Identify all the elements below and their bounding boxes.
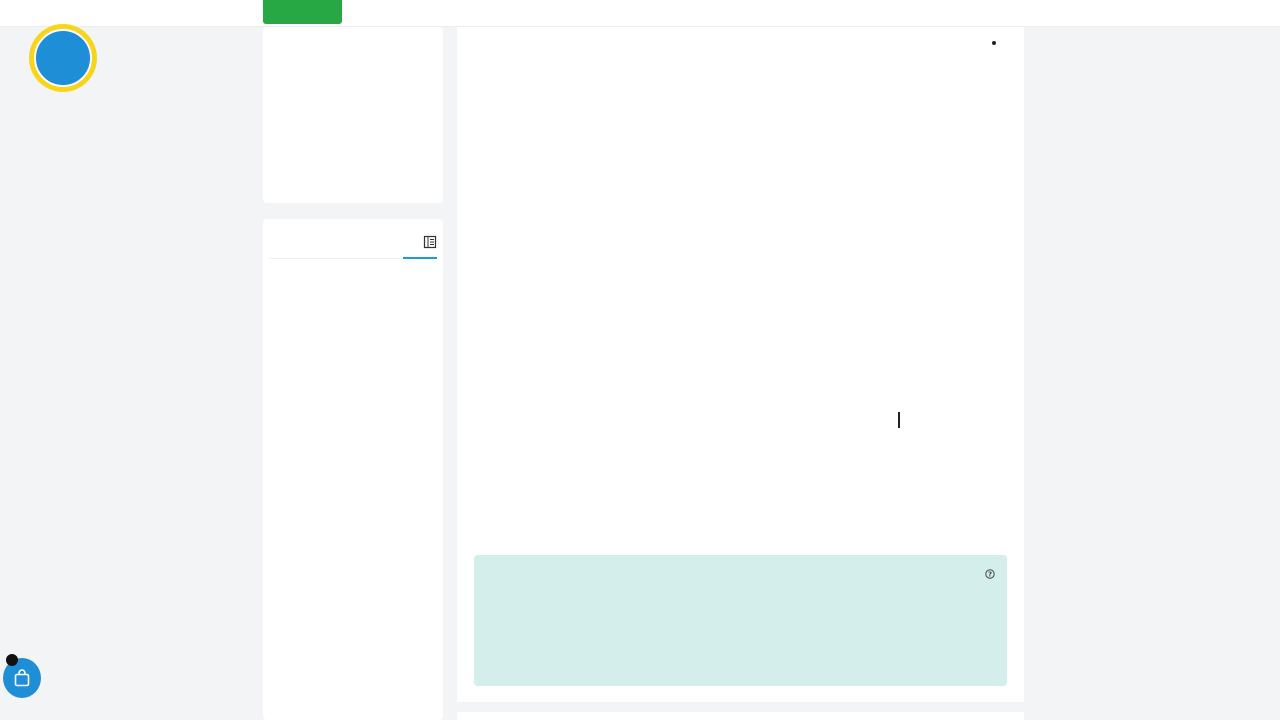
logo-inner xyxy=(34,29,92,87)
text-cursor xyxy=(898,412,900,428)
book-icon xyxy=(423,235,437,249)
guide-title xyxy=(981,569,995,579)
next-section-card xyxy=(457,712,1024,720)
shopping-bag-icon xyxy=(12,668,32,688)
mobile-app-button[interactable] xyxy=(263,0,342,24)
site-logo[interactable] xyxy=(29,24,97,92)
svg-text:?: ? xyxy=(987,570,993,579)
sidebar-tests-card xyxy=(263,27,443,203)
question-circle-icon xyxy=(985,569,995,579)
sidebar-featured-articles xyxy=(263,219,443,720)
featured-heading xyxy=(418,235,437,249)
top-navbar xyxy=(0,0,1280,27)
cart-count-badge xyxy=(6,654,18,666)
heading-underline xyxy=(403,257,437,259)
purchase-guide-box xyxy=(474,555,1007,686)
